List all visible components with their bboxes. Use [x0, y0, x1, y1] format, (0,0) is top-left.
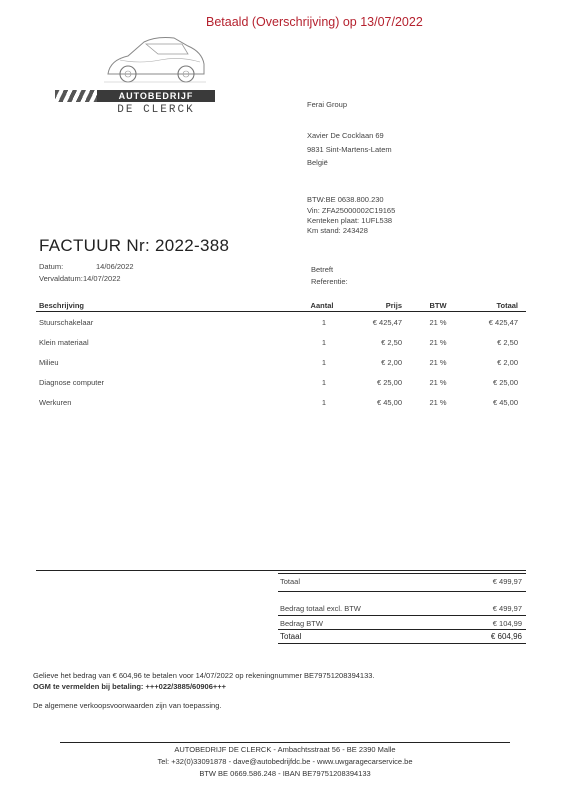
col-header-description: Beschrijving	[39, 301, 85, 310]
col-header-quantity: Aantal	[310, 301, 334, 310]
row-vat: 21 %	[429, 398, 447, 407]
row-quantity: 1	[321, 338, 327, 347]
table-row	[0, 378, 566, 389]
subtotal-rule	[278, 615, 526, 616]
customer-vat: BTW:BE 0638.800.230	[307, 195, 384, 204]
row-vat: 21 %	[429, 318, 447, 327]
row-price: € 2,50	[381, 338, 402, 347]
logo-top-text: AUTOBEDRIJF	[97, 90, 215, 102]
invoice-date: 14/06/2022	[96, 262, 134, 271]
footer-address: AUTOBEDRIJF DE CLERCK - Ambachtsstraat 56 - BE 2390 Malle	[174, 745, 396, 754]
row-total: € 425,47	[488, 318, 518, 327]
grand-total-label: Totaal	[280, 632, 302, 641]
total-value: € 499,97	[492, 577, 522, 586]
row-total: € 25,00	[492, 378, 518, 387]
invoice-title: FACTUUR Nr: 2022-388	[39, 236, 230, 255]
vat-amount-value: € 104,99	[492, 619, 522, 628]
customer-country: België	[307, 158, 328, 167]
table-header-rule	[36, 311, 526, 312]
col-header-total: Totaal	[496, 301, 518, 310]
row-vat: 21 %	[429, 358, 447, 367]
row-total: € 2,50	[497, 338, 518, 347]
grand-total-rule	[278, 643, 526, 644]
footer-bank: BTW BE 0669.586.248 - IBAN BE79751208394133	[199, 769, 371, 778]
row-price: € 45,00	[376, 398, 402, 407]
car-icon	[100, 30, 210, 88]
referentie-label: Referentie:	[311, 277, 348, 286]
table-row	[0, 318, 566, 329]
date-label: Datum:	[39, 262, 64, 271]
customer-street: Xavier De Cocklaan 69	[307, 131, 384, 140]
row-vat: 21 %	[429, 338, 447, 347]
col-header-price: Prijs	[385, 301, 402, 310]
row-vat: 21 %	[429, 378, 447, 387]
totals-top-rule	[36, 570, 526, 571]
company-logo	[55, 30, 215, 122]
col-header-vat: BTW	[429, 301, 447, 310]
row-description: Stuurschakelaar	[39, 318, 94, 327]
row-price: € 25,00	[376, 378, 402, 387]
table-row	[0, 338, 566, 349]
row-price: € 2,00	[381, 358, 402, 367]
ogm-reference: OGM te vermelden bij betaling: +++022/3885/60906+++	[33, 682, 227, 691]
total-label: Totaal	[280, 577, 301, 586]
subtotal-excl-vat-value: € 499,97	[492, 604, 522, 613]
row-description: Diagnose computer	[39, 378, 105, 387]
payment-instruction: Gelieve het bedrag van € 604,96 te betalen voor 14/07/2022 op rekeningnummer BE79751208394133.	[33, 671, 375, 680]
row-description: Werkuren	[39, 398, 72, 407]
logo-banner	[55, 90, 215, 102]
table-row	[0, 398, 566, 409]
vehicle-vin: Vin: ZFA25000002C19165	[307, 206, 396, 215]
total-bottom-rule	[278, 591, 526, 592]
logo-stripes	[55, 90, 101, 102]
logo-name: DE CLERCK	[117, 104, 195, 116]
vehicle-plate: Kenteken plaat: 1UFL538	[307, 216, 393, 225]
customer-city: 9831 Sint-Martens-Latem	[307, 145, 392, 154]
customer-name: Ferai Group	[307, 100, 348, 109]
row-description: Klein materiaal	[39, 338, 89, 347]
due-date-label: Vervaldatum:	[39, 274, 83, 283]
grand-total-value: € 604,96	[490, 632, 522, 641]
footer-contact: Tel: +32(0)33091878 - dave@autobedrijfdc.be - www.uwgaragecarservice.be	[157, 757, 413, 766]
totals-inner-rule	[278, 573, 526, 574]
subtotal-excl-vat-label: Bedrag totaal excl. BTW	[280, 604, 361, 613]
row-total: € 45,00	[492, 398, 518, 407]
payment-status: Betaald (Overschrijving) op 13/07/2022	[206, 15, 423, 29]
table-row	[0, 358, 566, 369]
due-date: 14/07/2022	[83, 274, 121, 283]
vat-amount-label: Bedrag BTW	[280, 619, 323, 628]
row-quantity: 1	[321, 358, 327, 367]
vehicle-km: Km stand: 243428	[307, 226, 368, 235]
row-quantity: 1	[321, 398, 327, 407]
footer-rule	[60, 742, 510, 743]
terms-note: De algemene verkoopsvoorwaarden zijn van toepassing.	[33, 701, 222, 710]
vat-rule	[278, 629, 526, 630]
betreft-label: Betreft	[311, 265, 334, 274]
row-total: € 2,00	[497, 358, 518, 367]
row-price: € 425,47	[372, 318, 402, 327]
row-quantity: 1	[321, 318, 327, 327]
row-description: Milieu	[39, 358, 59, 367]
row-quantity: 1	[321, 378, 327, 387]
